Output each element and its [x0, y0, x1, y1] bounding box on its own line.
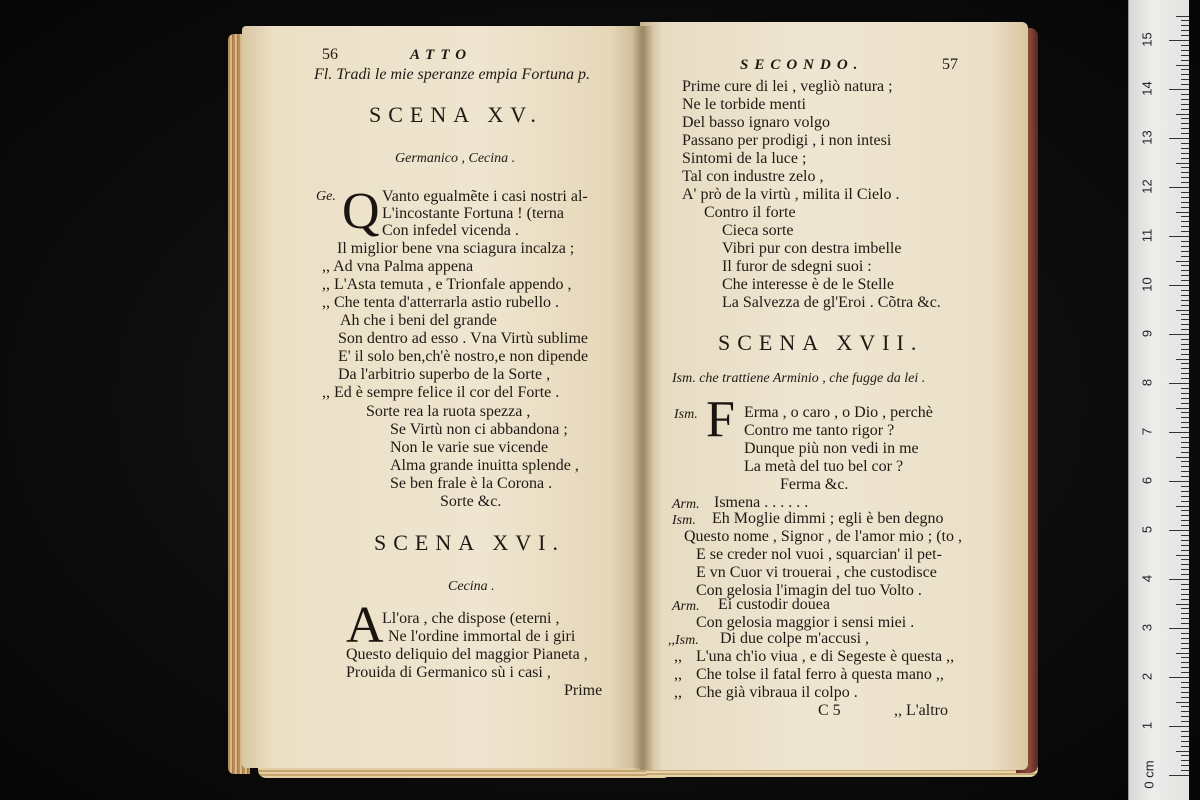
ruler-label: 15 — [1139, 32, 1155, 47]
ruler-tick — [1181, 99, 1189, 100]
scene-title: SCENA XV. — [369, 102, 543, 127]
ruler-tick — [1181, 692, 1189, 693]
verse-line: La metà del tuo bel cor ? — [744, 458, 904, 475]
dialogue-line: E se creder nol vuoi , squarcian' il pet- — [696, 546, 942, 563]
ruler-tick — [1181, 520, 1189, 521]
ruler-tick — [1181, 55, 1189, 56]
ruler-tick — [1181, 682, 1189, 683]
ruler-tick — [1181, 584, 1189, 585]
ruler-tick — [1181, 716, 1189, 717]
ruler-tick — [1181, 305, 1189, 306]
ruler-tick — [1181, 589, 1189, 590]
ruler-tick — [1181, 486, 1189, 487]
ruler-label: 13 — [1139, 130, 1155, 145]
ruler-label: 0 cm — [1141, 760, 1157, 789]
ruler-tick — [1181, 177, 1189, 178]
ruler-tick — [1181, 109, 1189, 110]
ruler-tick — [1181, 559, 1189, 560]
catchword: ,, L'altro — [894, 702, 948, 719]
ruler-tick — [1169, 187, 1189, 188]
ruler-tick — [1181, 550, 1189, 551]
ruler-tick — [1176, 114, 1189, 115]
ruler-label: 8 — [1139, 378, 1155, 387]
ruler-tick — [1181, 123, 1189, 124]
ruler-tick — [1181, 721, 1189, 722]
verse-line: ,, L'Asta temuta , e Trionfale appendo , — [322, 276, 572, 293]
ruler-tick — [1181, 226, 1189, 227]
ruler-tick — [1181, 363, 1189, 364]
ruler-tick — [1181, 143, 1189, 144]
verse-line: Ah che i beni del grande — [340, 312, 497, 329]
ruler-tick — [1181, 265, 1189, 266]
ruler-label: 9 — [1139, 329, 1155, 338]
ruler-label: 4 — [1139, 574, 1155, 583]
ruler-tick — [1181, 648, 1189, 649]
ruler-tick — [1181, 525, 1189, 526]
scene-characters: Germanico , Cecina . — [395, 151, 516, 166]
ruler-tick — [1181, 192, 1189, 193]
ruler-tick — [1176, 310, 1189, 311]
measuring-ruler — [1128, 0, 1189, 800]
verse-line: Alma grande inuitta splende , — [390, 457, 579, 474]
speaker-label: ,,Ism. — [668, 633, 699, 648]
ruler-tick — [1181, 241, 1189, 242]
ruler-tick — [1181, 471, 1189, 472]
ruler-tick — [1181, 599, 1189, 600]
dialogue-line: Con gelosia maggior i sensi miei . — [696, 614, 915, 631]
ruler-label: 2 — [1139, 672, 1155, 681]
verse-line: Il miglior bene vna sciagura incalza ; — [337, 240, 575, 257]
verse-line: Dunque più non vedi in me — [744, 440, 919, 457]
ruler-tick — [1181, 613, 1189, 614]
ruler-tick — [1181, 662, 1189, 663]
ruler-tick — [1181, 314, 1189, 315]
ruler-tick — [1181, 182, 1189, 183]
right-page — [640, 22, 1028, 770]
ruler-tick — [1181, 25, 1189, 26]
ruler-tick — [1169, 579, 1189, 580]
page-number-right: 57 — [942, 56, 958, 73]
ruler-tick — [1169, 334, 1189, 335]
ruler-tick — [1181, 349, 1189, 350]
ruler-tick — [1181, 510, 1189, 511]
ruler-tick — [1181, 760, 1189, 761]
drop-cap: Q — [342, 183, 380, 240]
ruler-tick — [1181, 148, 1189, 149]
verse-line: Sorte &c. — [440, 493, 502, 510]
quote-mark: ,, — [674, 648, 682, 665]
ruler-tick — [1181, 569, 1189, 570]
ruler-tick — [1169, 775, 1189, 776]
ruler-tick — [1176, 16, 1189, 17]
dialogue-line: Con gelosia l'imagin del tuo Volto . — [696, 582, 922, 599]
signature-mark: C 5 — [818, 702, 841, 719]
verse-line: Sorte rea la ruota spezza , — [366, 403, 531, 420]
dialogue-line: L'una ch'io viua , e di Segeste è questa ,, — [696, 648, 955, 665]
ruler-tick — [1181, 167, 1189, 168]
ruler-tick — [1181, 344, 1189, 345]
dialogue-line: Eh Moglie dimmi ; egli è ben degno — [712, 510, 944, 527]
ruler-tick — [1181, 608, 1189, 609]
ruler-tick — [1181, 515, 1189, 516]
verse-line: Da l'arbitrio superbo de la Sorte , — [338, 366, 551, 383]
open-book — [228, 20, 1048, 782]
ruler-tick — [1181, 118, 1189, 119]
verse-line: Son dentro ad esso . Vna Virtù sublime — [338, 330, 588, 347]
ruler-tick — [1181, 437, 1189, 438]
dialogue-line: Ismena . . . . . . — [714, 494, 809, 511]
quote-mark: ,, — [674, 666, 682, 683]
ruler-tick — [1181, 442, 1189, 443]
ruler-tick — [1181, 69, 1189, 70]
ruler-tick — [1181, 60, 1189, 61]
quote-mark: ,, — [674, 684, 682, 701]
ruler-tick — [1181, 221, 1189, 222]
drop-cap: A — [346, 597, 384, 654]
ruler-tick — [1181, 501, 1189, 502]
ruler-tick — [1181, 633, 1189, 634]
ruler-tick — [1181, 197, 1189, 198]
verse-line: Il furor de sdegni suoi : — [722, 258, 872, 275]
verse-line: Del basso ignaro volgo — [682, 114, 830, 131]
dialogue-line: Di due colpe m'accusi , — [720, 630, 870, 647]
ruler-tick — [1181, 466, 1189, 467]
book-gutter — [632, 26, 654, 770]
speaker-label: Arm. — [672, 497, 700, 512]
verse-line: Questo deliquio del maggior Pianeta , — [346, 646, 588, 663]
ruler-tick — [1181, 746, 1189, 747]
ruler-tick — [1176, 702, 1189, 703]
ruler-tick — [1181, 45, 1189, 46]
ruler-tick — [1181, 741, 1189, 742]
verse-line: Ll'ora , che dispose (eterni , — [382, 610, 560, 627]
ruler-tick — [1181, 697, 1189, 698]
ruler-tick — [1181, 275, 1189, 276]
verse-line: Contro il forte — [704, 204, 796, 221]
ruler-tick — [1169, 236, 1189, 237]
ruler-label: 3 — [1139, 623, 1155, 632]
ruler-tick — [1181, 638, 1189, 639]
ruler-label: 5 — [1139, 525, 1155, 534]
ruler-tick — [1181, 706, 1189, 707]
ruler-tick — [1181, 84, 1189, 85]
ruler-tick — [1181, 373, 1189, 374]
verse-line: ,, Che tenta d'atterrarla astio rubello . — [322, 294, 560, 311]
catchword: Prime — [564, 682, 603, 699]
ruler-tick — [1176, 65, 1189, 66]
ruler-tick — [1181, 540, 1189, 541]
ruler-tick — [1181, 172, 1189, 173]
verse-line: Con infedel vicenda . — [382, 222, 519, 239]
ruler-tick — [1181, 736, 1189, 737]
ruler-label: 1 — [1139, 721, 1155, 730]
ruler-tick — [1181, 79, 1189, 80]
verse-line: Ne le torbide menti — [682, 96, 806, 113]
verse-line: Vanto egualmẽte i casi nostri al- — [382, 188, 588, 205]
page-number-left: 56 — [322, 46, 338, 63]
ruler-tick — [1181, 731, 1189, 732]
ruler-tick — [1181, 427, 1189, 428]
speaker-label: Ism. — [674, 407, 698, 422]
verse-line: Prime cure di lei , vegliò natura ; — [682, 78, 893, 95]
ruler-tick — [1181, 491, 1189, 492]
ruler-tick — [1181, 770, 1189, 771]
ruler-tick — [1176, 457, 1189, 458]
ruler-label: 6 — [1139, 476, 1155, 485]
ruler-tick — [1176, 163, 1189, 164]
ruler-tick — [1181, 251, 1189, 252]
ruler-tick — [1169, 628, 1189, 629]
speaker-label: Ism. — [672, 513, 696, 528]
verse-line: La Salvezza de gl'Eroi . Cõtra &c. — [722, 294, 941, 311]
ruler-tick — [1176, 212, 1189, 213]
ruler-tick — [1169, 432, 1189, 433]
verse-line: Sintomi de la luce ; — [682, 150, 807, 167]
ruler-tick — [1169, 677, 1189, 678]
ruler-tick — [1181, 452, 1189, 453]
ruler-tick — [1169, 726, 1189, 727]
ruler-tick — [1181, 319, 1189, 320]
ruler-tick — [1181, 393, 1189, 394]
ruler-tick — [1181, 398, 1189, 399]
ruler-tick — [1181, 94, 1189, 95]
ruler-tick — [1181, 280, 1189, 281]
ruler-tick — [1181, 687, 1189, 688]
ruler-tick — [1169, 138, 1189, 139]
ruler-label: 10 — [1139, 277, 1155, 292]
scene-characters: Ism. che trattiene Arminio , che fugge da lei . — [672, 371, 926, 386]
ruler-tick — [1181, 50, 1189, 51]
ruler-tick — [1181, 246, 1189, 247]
ruler-tick — [1181, 667, 1189, 668]
ruler-tick — [1181, 412, 1189, 413]
ruler-tick — [1169, 40, 1189, 41]
verse-line: Tal con industre zelo , — [682, 168, 824, 185]
ruler-tick — [1181, 207, 1189, 208]
verse-line: Passano per prodigi , i non intesi — [682, 132, 892, 149]
ruler-tick — [1169, 530, 1189, 531]
ruler-tick — [1181, 422, 1189, 423]
dialogue-line: Che già vibraua il colpo . — [696, 684, 858, 701]
verse-line: Ne l'ordine immortal de i giri — [388, 628, 576, 645]
ruler-tick — [1181, 564, 1189, 565]
ruler-tick — [1181, 216, 1189, 217]
ruler-label: 14 — [1139, 81, 1155, 96]
ruler-tick — [1181, 295, 1189, 296]
verse-line: ,, Ed è sempre felice il cor del Forte . — [322, 384, 560, 401]
ruler-tick — [1181, 153, 1189, 154]
ruler-tick — [1181, 643, 1189, 644]
ruler-tick — [1181, 35, 1189, 36]
top-line: Fl. Tradì le mie speranze empia Fortuna p. — [314, 66, 590, 83]
ruler-tick — [1181, 496, 1189, 497]
ruler-tick — [1176, 653, 1189, 654]
ruler-tick — [1176, 751, 1189, 752]
ruler-tick — [1181, 324, 1189, 325]
ruler-tick — [1176, 604, 1189, 605]
ruler-tick — [1181, 20, 1189, 21]
ruler-tick — [1181, 329, 1189, 330]
verse-line: Cieca sorte — [722, 222, 794, 239]
ruler-tick — [1181, 388, 1189, 389]
ruler-tick — [1169, 383, 1189, 384]
ruler-tick — [1176, 261, 1189, 262]
dialogue-line: Questo nome , Signor , de l'amor mio ; (to , — [684, 528, 962, 545]
ruler-tick — [1181, 594, 1189, 595]
verse-line: Se ben frale è la Corona . — [390, 475, 553, 492]
ruler-tick — [1181, 618, 1189, 619]
verse-line: Se Virtù non ci abbandona ; — [390, 421, 568, 438]
ruler-tick — [1181, 354, 1189, 355]
ruler-tick — [1181, 672, 1189, 673]
verse-line: E' il solo ben,ch'è nostro,e non dipende — [338, 348, 589, 365]
drop-cap: F — [706, 391, 735, 448]
ruler-tick — [1169, 285, 1189, 286]
ruler-tick — [1181, 461, 1189, 462]
verse-line: Prouida di Germanico sù i casi , — [346, 664, 551, 681]
ruler-tick — [1169, 89, 1189, 90]
speaker-label: Arm. — [672, 599, 700, 614]
ruler-tick — [1181, 104, 1189, 105]
ruler-tick — [1176, 506, 1189, 507]
ruler-tick — [1181, 535, 1189, 536]
ruler-tick — [1169, 481, 1189, 482]
ruler-tick — [1181, 476, 1189, 477]
verse-line: L'incostante Fortuna ! (terna — [382, 205, 564, 222]
ruler-tick — [1176, 359, 1189, 360]
ruler-tick — [1181, 447, 1189, 448]
ruler-tick — [1181, 128, 1189, 129]
scene-title: SCENA XVII. — [718, 330, 924, 355]
verse-line: Vibri pur con destra imbelle — [722, 240, 902, 257]
verse-line: Erma , o caro , o Dio , perchè — [744, 404, 933, 421]
ruler-tick — [1176, 555, 1189, 556]
speaker-label: Ge. — [316, 189, 336, 204]
ruler-tick — [1181, 256, 1189, 257]
left-page — [242, 26, 642, 768]
verse-line: Che interesse è de le Stelle — [722, 276, 894, 293]
ruler-label: 7 — [1139, 427, 1155, 436]
ruler-label: 11 — [1139, 228, 1155, 243]
ruler-tick — [1181, 545, 1189, 546]
ruler-tick — [1181, 574, 1189, 575]
ruler-tick — [1181, 755, 1189, 756]
ruler-tick — [1181, 368, 1189, 369]
scene-characters: Cecina . — [448, 579, 495, 594]
ruler-tick — [1181, 231, 1189, 232]
ruler-tick — [1181, 711, 1189, 712]
ruler-tick — [1181, 657, 1189, 658]
ruler-tick — [1181, 417, 1189, 418]
scene-title: SCENA XVI. — [374, 530, 566, 555]
ruler-tick — [1181, 290, 1189, 291]
verse-line: A' prò de la virtù , milita il Cielo . — [682, 186, 900, 203]
ruler-tick — [1181, 74, 1189, 75]
ruler-tick — [1181, 339, 1189, 340]
verse-line: Non le varie sue vicende — [390, 439, 549, 456]
ruler-tick — [1181, 270, 1189, 271]
ruler-tick — [1181, 765, 1189, 766]
ruler-tick — [1181, 133, 1189, 134]
ruler-tick — [1181, 300, 1189, 301]
ruler-tick — [1181, 623, 1189, 624]
verse-line: Contro me tanto rigor ? — [744, 422, 895, 439]
ruler-label: 12 — [1139, 179, 1155, 194]
ruler-tick — [1181, 158, 1189, 159]
dialogue-line: Che tolse il fatal ferro à questa mano ,, — [696, 666, 944, 683]
ruler-tick — [1176, 408, 1189, 409]
ruler-tick — [1181, 403, 1189, 404]
ruler-tick — [1181, 30, 1189, 31]
verse-line: Ferma &c. — [780, 476, 849, 493]
running-head-left: ATTO — [410, 47, 473, 63]
running-head-right: SECONDO. — [740, 57, 864, 73]
dialogue-line: Ei custodir douea — [718, 596, 830, 613]
ruler-tick — [1181, 202, 1189, 203]
ruler-tick — [1181, 378, 1189, 379]
verse-line: ,, Ad vna Palma appena — [322, 258, 474, 275]
dialogue-line: E vn Cuor vi trouerai , che custodisce — [696, 564, 937, 581]
